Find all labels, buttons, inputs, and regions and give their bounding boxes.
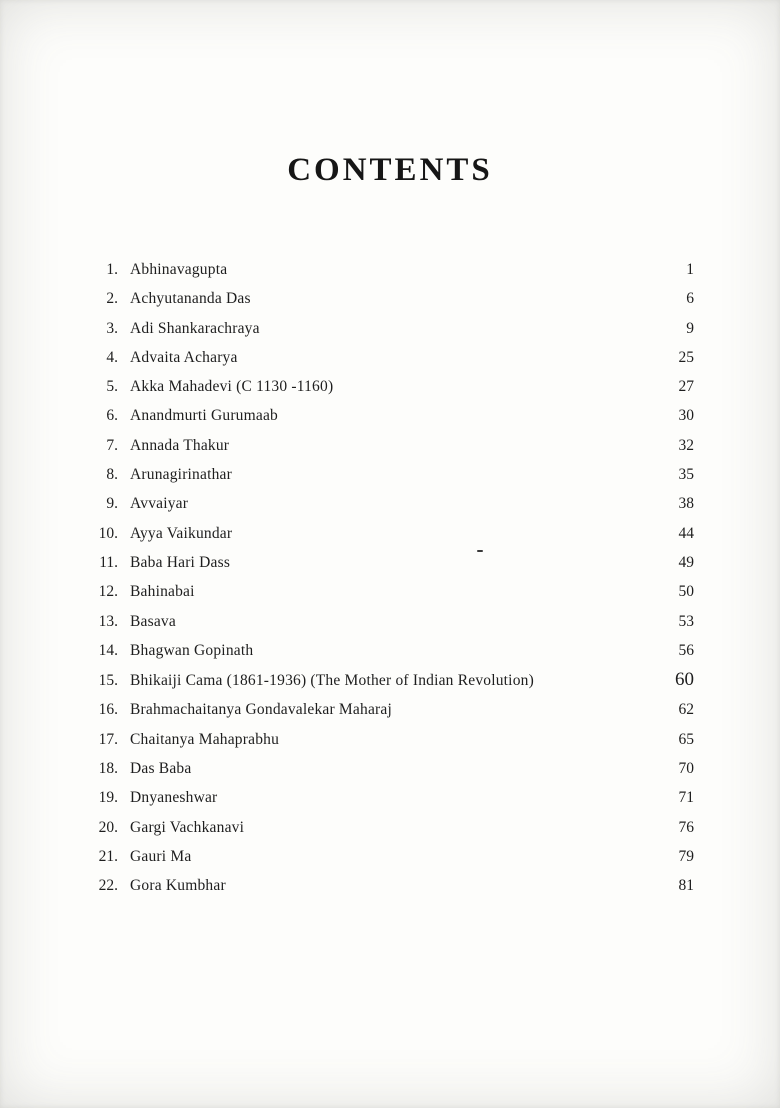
toc-entry-page: 38 (678, 495, 694, 513)
toc-entry-page: 65 (678, 730, 694, 748)
toc-entry-number: 22. (98, 877, 118, 895)
toc-entry (88, 262, 694, 278)
toc-entry-number: 21. (98, 847, 118, 865)
toc-entry (88, 467, 694, 483)
toc-entry-number: 4. (106, 348, 118, 366)
toc-entry (88, 526, 694, 542)
toc-entry-page: 25 (678, 348, 694, 366)
toc-entry (88, 350, 694, 366)
toc-entry-page: 49 (678, 553, 694, 571)
toc-entry-page: 35 (678, 466, 694, 484)
toc-entry-number: 19. (98, 789, 118, 807)
toc-entry-page: 1 (686, 261, 694, 278)
toc-entry-title: Baba Hari Dass (130, 553, 231, 571)
toc-entry-page: 56 (678, 641, 694, 659)
toc-entry-page: 60 (675, 669, 694, 691)
toc-entry-number: 12. (98, 583, 118, 601)
toc-entry-title: Dnyaneshwar (130, 789, 218, 807)
toc-entry-page: 9 (686, 319, 694, 337)
toc-entry (88, 496, 694, 512)
toc-entry (88, 321, 694, 337)
toc-entry (88, 669, 694, 691)
toc-entry-page: 81 (678, 877, 694, 895)
toc-entry-title: Brahmachaitanya Gondavalekar Maharaj (130, 701, 392, 719)
toc-entry-title: Achyutananda Das (130, 290, 251, 308)
toc-entry-page: 53 (678, 612, 694, 630)
toc-entry-title: Bhikaiji Cama (1861-1936) (The Mother of Indian Revolution) (130, 672, 534, 690)
scan-artifact-mark (477, 550, 483, 552)
toc-entry (88, 820, 694, 836)
toc-entry-title: Gora Kumbhar (130, 877, 226, 895)
toc-entry (88, 584, 694, 600)
toc-entry (88, 761, 694, 777)
toc-entry-number: 18. (98, 760, 118, 778)
toc-entry-page: 71 (678, 789, 694, 807)
toc-entry-page: 32 (678, 436, 694, 454)
toc-entry-number: 10. (98, 524, 118, 542)
toc-entry (88, 379, 694, 395)
toc-entry-number: 1. (106, 261, 118, 278)
toc-entry-number: 13. (98, 612, 118, 630)
toc-entry-number: 17. (98, 730, 118, 748)
toc-entry-title: Adi Shankarachraya (130, 319, 260, 337)
page-title: CONTENTS (287, 152, 493, 188)
toc-entry (88, 408, 694, 424)
toc-entry-number: 16. (98, 701, 118, 719)
table-of-contents (88, 262, 694, 908)
toc-entry (88, 732, 694, 748)
toc-entry-number: 6. (106, 407, 118, 425)
toc-entry-title: Arunagirinathar (130, 466, 232, 484)
toc-entry-number: 7. (106, 436, 118, 454)
toc-entry-number: 8. (106, 466, 118, 484)
toc-entry (88, 438, 694, 454)
toc-entry-number: 15. (98, 672, 118, 690)
toc-entry-number: 2. (106, 290, 118, 308)
toc-entry-title: Abhinavagupta (130, 261, 228, 278)
toc-entry-page: 27 (678, 378, 694, 396)
toc-entry (88, 643, 694, 659)
toc-entry-title: Gargi Vachkanavi (130, 818, 245, 836)
toc-entry-title: Advaita Acharya (130, 348, 238, 366)
toc-entry-title: Akka Mahadevi (C 1130 -1160) (130, 378, 334, 396)
toc-entry (88, 790, 694, 806)
toc-entry-title: Avvaiyar (130, 495, 189, 513)
toc-entry-number: 11. (99, 553, 118, 571)
toc-entry-title: Anandmurti Gurumaab (130, 407, 278, 425)
toc-entry-title: Annada Thakur (130, 436, 230, 454)
toc-entry (88, 849, 694, 865)
toc-entry (88, 291, 694, 307)
toc-entry-page: 6 (686, 290, 694, 308)
toc-entry-title: Das Baba (130, 760, 192, 778)
toc-entry-page: 76 (678, 818, 694, 836)
toc-entry-number: 5. (106, 378, 118, 396)
toc-entry-title: Basava (130, 612, 176, 630)
toc-entry-page: 50 (678, 583, 694, 601)
toc-entry-title: Bahinabai (130, 583, 195, 601)
toc-entry (88, 555, 694, 571)
toc-entry-number: 14. (98, 641, 118, 659)
toc-entry-title: Gauri Ma (130, 847, 192, 865)
toc-entry-page: 30 (678, 407, 694, 425)
toc-entry-page: 44 (678, 524, 694, 542)
toc-entry-number: 9. (106, 495, 118, 513)
toc-entry-number: 3. (106, 319, 118, 337)
toc-entry (88, 614, 694, 630)
toc-entry-page: 79 (678, 847, 694, 865)
toc-entry-title: Ayya Vaikundar (130, 524, 233, 542)
toc-entry (88, 878, 694, 894)
toc-entry-page: 70 (678, 760, 694, 778)
toc-entry-number: 20. (98, 818, 118, 836)
toc-entry-title: Bhagwan Gopinath (130, 641, 254, 659)
toc-entry-page: 62 (678, 701, 694, 719)
toc-entry-title: Chaitanya Mahaprabhu (130, 730, 280, 748)
toc-entry (88, 702, 694, 718)
